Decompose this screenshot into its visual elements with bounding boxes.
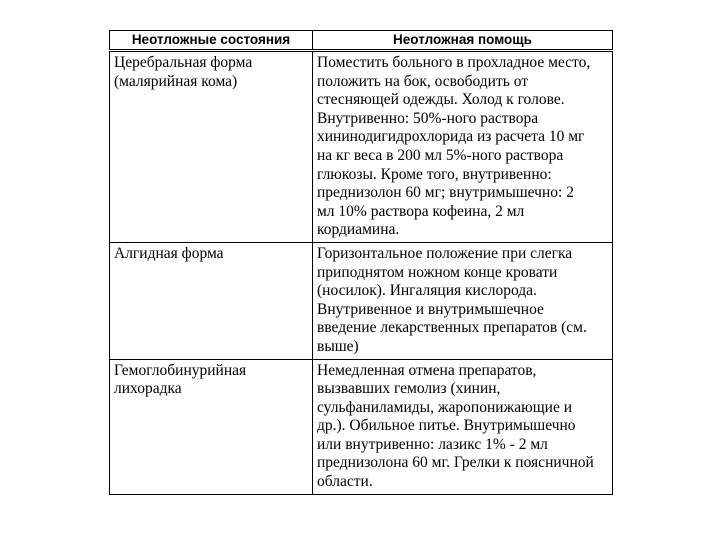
header-help: Неотложная помощь bbox=[313, 31, 613, 51]
condition-text: Алгидная форма bbox=[114, 244, 224, 262]
condition-text: Гемоглобинурийная лихорадка bbox=[114, 361, 247, 398]
header-conditions: Неотложные состояния bbox=[110, 31, 313, 51]
condition-text: Церебральная форма (малярийная кома) bbox=[114, 54, 253, 90]
table-row bbox=[110, 51, 613, 243]
emergency-care-table bbox=[109, 30, 613, 495]
table-row bbox=[110, 359, 613, 494]
help-text: Горизонтальное положение при слегка приподнятом ножном конце кровати (носилок). Ингаляция кислорода. Внутривенное и внутримышечное введение лекарственных препаратов (см. выше) bbox=[317, 244, 587, 355]
condition-cell bbox=[110, 242, 313, 359]
help-text: Немедленная отмена препаратов, вызвавших гемолиз (хинин, сульфаниламиды, жаропонижающие и др.). Обильное питье. Внутримышечно или внутривенно: лазикс 1% - 2 мл преднизолона 60 мг. Грелки к поясничной области. bbox=[317, 361, 594, 491]
condition-cell bbox=[110, 359, 313, 494]
table-header-row bbox=[110, 31, 613, 51]
help-cell bbox=[313, 359, 613, 494]
help-cell bbox=[313, 51, 613, 243]
help-text: Поместить больного в прохладное место, положить на бок, освободить от стесняющей одежды. Холод к голове. Внутривенно: 50%-ного раствора хининодигидрохлорида из расчета 10 мг на кг веса в 200 мл 5%-ного раствора глюкозы. Кроме того, внутривенно: преднизолон 60 мг; внутримышечно: 2 мл 10% раствора кофеина, 2 мл кордиамина. bbox=[317, 54, 591, 239]
table-row bbox=[110, 242, 613, 359]
help-cell bbox=[313, 242, 613, 359]
condition-cell bbox=[110, 51, 313, 243]
